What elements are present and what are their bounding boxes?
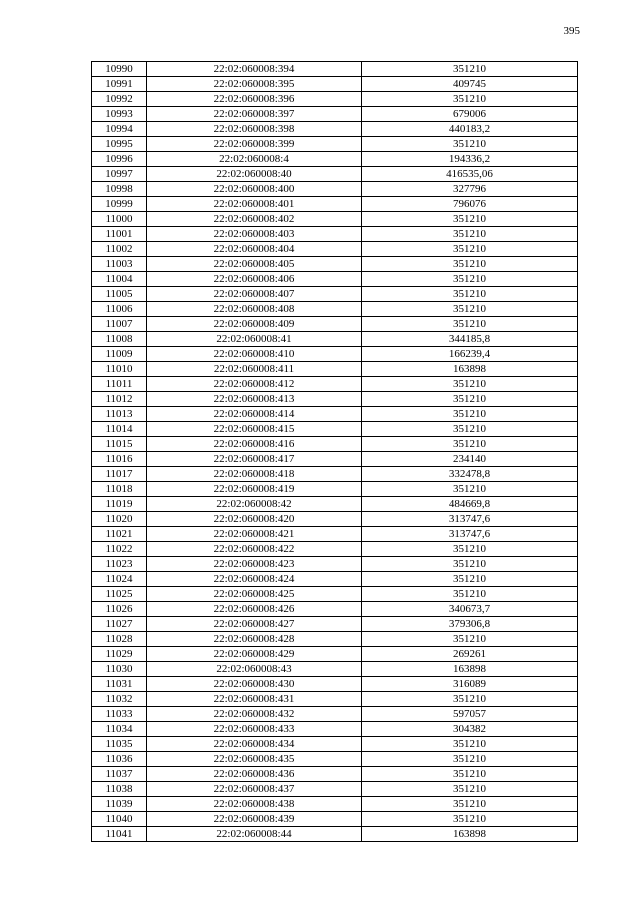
cadastral-number-cell: 22:02:060008:44	[147, 827, 362, 842]
table-row	[92, 572, 578, 587]
table-row	[92, 527, 578, 542]
table-row	[92, 287, 578, 302]
cadastral-number-cell: 22:02:060008:431	[147, 692, 362, 707]
value-cell: 679006	[362, 107, 578, 122]
value-cell: 351210	[362, 782, 578, 797]
value-cell: 351210	[362, 317, 578, 332]
table-body	[92, 62, 578, 842]
table-row	[92, 482, 578, 497]
row-number-cell: 11039	[92, 797, 147, 812]
table-row	[92, 437, 578, 452]
table-row	[92, 632, 578, 647]
cadastral-number-cell: 22:02:060008:426	[147, 602, 362, 617]
table-row	[92, 407, 578, 422]
cadastral-number-cell: 22:02:060008:400	[147, 182, 362, 197]
value-cell: 351210	[362, 812, 578, 827]
value-cell: 351210	[362, 557, 578, 572]
table-row	[92, 737, 578, 752]
row-number-cell: 10993	[92, 107, 147, 122]
table-row	[92, 182, 578, 197]
row-number-cell: 10997	[92, 167, 147, 182]
table-row	[92, 497, 578, 512]
row-number-cell: 11013	[92, 407, 147, 422]
table-row	[92, 797, 578, 812]
value-cell: 166239,4	[362, 347, 578, 362]
cadastral-number-cell: 22:02:060008:401	[147, 197, 362, 212]
cadastral-number-cell: 22:02:060008:422	[147, 542, 362, 557]
cadastral-number-cell: 22:02:060008:411	[147, 362, 362, 377]
cadastral-number-cell: 22:02:060008:430	[147, 677, 362, 692]
cadastral-number-cell: 22:02:060008:4	[147, 152, 362, 167]
row-number-cell: 11016	[92, 452, 147, 467]
value-cell: 327796	[362, 182, 578, 197]
table-row	[92, 617, 578, 632]
row-number-cell: 11014	[92, 422, 147, 437]
value-cell: 269261	[362, 647, 578, 662]
row-number-cell: 11040	[92, 812, 147, 827]
value-cell: 351210	[362, 692, 578, 707]
value-cell: 316089	[362, 677, 578, 692]
page-number: 395	[563, 25, 580, 37]
table-row	[92, 452, 578, 467]
cadastral-number-cell: 22:02:060008:423	[147, 557, 362, 572]
table-row	[92, 557, 578, 572]
row-number-cell: 11037	[92, 767, 147, 782]
row-number-cell: 11009	[92, 347, 147, 362]
value-cell: 234140	[362, 452, 578, 467]
row-number-cell: 11012	[92, 392, 147, 407]
value-cell: 351210	[362, 797, 578, 812]
value-cell: 351210	[362, 242, 578, 257]
row-number-cell: 11038	[92, 782, 147, 797]
value-cell: 304382	[362, 722, 578, 737]
value-cell: 351210	[362, 587, 578, 602]
cadastral-number-cell: 22:02:060008:41	[147, 332, 362, 347]
row-number-cell: 11010	[92, 362, 147, 377]
table-row	[92, 137, 578, 152]
row-number-cell: 11028	[92, 632, 147, 647]
row-number-cell: 11020	[92, 512, 147, 527]
table-row	[92, 677, 578, 692]
table-row	[92, 242, 578, 257]
value-cell: 351210	[362, 737, 578, 752]
cadastral-number-cell: 22:02:060008:427	[147, 617, 362, 632]
table-row	[92, 77, 578, 92]
value-cell: 340673,7	[362, 602, 578, 617]
cadastral-number-cell: 22:02:060008:42	[147, 497, 362, 512]
row-number-cell: 11004	[92, 272, 147, 287]
table-row	[92, 377, 578, 392]
value-cell: 313747,6	[362, 527, 578, 542]
cadastral-number-cell: 22:02:060008:399	[147, 137, 362, 152]
row-number-cell: 11005	[92, 287, 147, 302]
value-cell: 351210	[362, 257, 578, 272]
table-row	[92, 272, 578, 287]
table-row	[92, 62, 578, 77]
value-cell: 194336,2	[362, 152, 578, 167]
table-row	[92, 722, 578, 737]
row-number-cell: 11031	[92, 677, 147, 692]
table-row	[92, 512, 578, 527]
value-cell: 351210	[362, 767, 578, 782]
value-cell: 351210	[362, 302, 578, 317]
table-row	[92, 602, 578, 617]
row-number-cell: 11024	[92, 572, 147, 587]
cadastral-number-cell: 22:02:060008:433	[147, 722, 362, 737]
table-row	[92, 812, 578, 827]
row-number-cell: 11029	[92, 647, 147, 662]
value-cell: 351210	[362, 287, 578, 302]
cadastral-number-cell: 22:02:060008:394	[147, 62, 362, 77]
value-cell: 351210	[362, 437, 578, 452]
cadastral-number-cell: 22:02:060008:437	[147, 782, 362, 797]
row-number-cell: 11007	[92, 317, 147, 332]
row-number-cell: 11036	[92, 752, 147, 767]
table-row	[92, 752, 578, 767]
table-row	[92, 647, 578, 662]
row-number-cell: 11006	[92, 302, 147, 317]
table-row	[92, 197, 578, 212]
cadastral-number-cell: 22:02:060008:436	[147, 767, 362, 782]
table-row	[92, 467, 578, 482]
value-cell: 796076	[362, 197, 578, 212]
value-cell: 416535,06	[362, 167, 578, 182]
table-row	[92, 362, 578, 377]
table-row	[92, 122, 578, 137]
cadastral-number-cell: 22:02:060008:410	[147, 347, 362, 362]
table-row	[92, 107, 578, 122]
row-number-cell: 11030	[92, 662, 147, 677]
table-row	[92, 212, 578, 227]
row-number-cell: 11019	[92, 497, 147, 512]
value-cell: 351210	[362, 572, 578, 587]
row-number-cell: 11035	[92, 737, 147, 752]
value-cell: 351210	[362, 422, 578, 437]
table-row	[92, 302, 578, 317]
row-number-cell: 11022	[92, 542, 147, 557]
cadastral-number-cell: 22:02:060008:398	[147, 122, 362, 137]
cadastral-number-cell: 22:02:060008:43	[147, 662, 362, 677]
value-cell: 351210	[362, 482, 578, 497]
table-row	[92, 827, 578, 842]
value-cell: 440183,2	[362, 122, 578, 137]
cadastral-number-cell: 22:02:060008:432	[147, 707, 362, 722]
row-number-cell: 11011	[92, 377, 147, 392]
data-table	[91, 61, 578, 842]
row-number-cell: 11017	[92, 467, 147, 482]
cadastral-number-cell: 22:02:060008:409	[147, 317, 362, 332]
row-number-cell: 11034	[92, 722, 147, 737]
cadastral-number-cell: 22:02:060008:434	[147, 737, 362, 752]
cadastral-number-cell: 22:02:060008:408	[147, 302, 362, 317]
row-number-cell: 11015	[92, 437, 147, 452]
table-row	[92, 542, 578, 557]
value-cell: 163898	[362, 362, 578, 377]
value-cell: 351210	[362, 62, 578, 77]
value-cell: 351210	[362, 272, 578, 287]
cadastral-number-cell: 22:02:060008:438	[147, 797, 362, 812]
cadastral-number-cell: 22:02:060008:421	[147, 527, 362, 542]
value-cell: 344185,8	[362, 332, 578, 347]
cadastral-number-cell: 22:02:060008:428	[147, 632, 362, 647]
value-cell: 351210	[362, 392, 578, 407]
table-row	[92, 257, 578, 272]
row-number-cell: 11041	[92, 827, 147, 842]
row-number-cell: 11008	[92, 332, 147, 347]
table-row	[92, 332, 578, 347]
cadastral-number-cell: 22:02:060008:403	[147, 227, 362, 242]
row-number-cell: 10994	[92, 122, 147, 137]
table-row	[92, 317, 578, 332]
row-number-cell: 10996	[92, 152, 147, 167]
cadastral-number-cell: 22:02:060008:414	[147, 407, 362, 422]
cadastral-number-cell: 22:02:060008:404	[147, 242, 362, 257]
cadastral-number-cell: 22:02:060008:406	[147, 272, 362, 287]
value-cell: 351210	[362, 542, 578, 557]
cadastral-number-cell: 22:02:060008:405	[147, 257, 362, 272]
cadastral-number-cell: 22:02:060008:402	[147, 212, 362, 227]
cadastral-number-cell: 22:02:060008:397	[147, 107, 362, 122]
table-row	[92, 782, 578, 797]
row-number-cell: 11032	[92, 692, 147, 707]
value-cell: 163898	[362, 827, 578, 842]
table-row	[92, 707, 578, 722]
row-number-cell: 11025	[92, 587, 147, 602]
value-cell: 597057	[362, 707, 578, 722]
table-row	[92, 92, 578, 107]
cadastral-number-cell: 22:02:060008:425	[147, 587, 362, 602]
row-number-cell: 11003	[92, 257, 147, 272]
cadastral-number-cell: 22:02:060008:415	[147, 422, 362, 437]
row-number-cell: 11033	[92, 707, 147, 722]
cadastral-number-cell: 22:02:060008:429	[147, 647, 362, 662]
value-cell: 163898	[362, 662, 578, 677]
value-cell: 351210	[362, 407, 578, 422]
value-cell: 351210	[362, 227, 578, 242]
table-row	[92, 767, 578, 782]
row-number-cell: 11002	[92, 242, 147, 257]
value-cell: 351210	[362, 632, 578, 647]
table-row	[92, 392, 578, 407]
table-row	[92, 662, 578, 677]
value-cell: 351210	[362, 212, 578, 227]
table-row	[92, 347, 578, 362]
cadastral-number-cell: 22:02:060008:418	[147, 467, 362, 482]
cadastral-number-cell: 22:02:060008:417	[147, 452, 362, 467]
value-cell: 332478,8	[362, 467, 578, 482]
value-cell: 351210	[362, 137, 578, 152]
cadastral-number-cell: 22:02:060008:435	[147, 752, 362, 767]
value-cell: 351210	[362, 377, 578, 392]
table-row	[92, 587, 578, 602]
value-cell: 313747,6	[362, 512, 578, 527]
row-number-cell: 10990	[92, 62, 147, 77]
row-number-cell: 10992	[92, 92, 147, 107]
table-row	[92, 152, 578, 167]
table-row	[92, 167, 578, 182]
table-row	[92, 422, 578, 437]
table-row	[92, 692, 578, 707]
cadastral-number-cell: 22:02:060008:412	[147, 377, 362, 392]
cadastral-number-cell: 22:02:060008:416	[147, 437, 362, 452]
row-number-cell: 11026	[92, 602, 147, 617]
value-cell: 351210	[362, 92, 578, 107]
row-number-cell: 11018	[92, 482, 147, 497]
value-cell: 409745	[362, 77, 578, 92]
row-number-cell: 11021	[92, 527, 147, 542]
row-number-cell: 10991	[92, 77, 147, 92]
row-number-cell: 10995	[92, 137, 147, 152]
value-cell: 484669,8	[362, 497, 578, 512]
cadastral-number-cell: 22:02:060008:395	[147, 77, 362, 92]
row-number-cell: 11023	[92, 557, 147, 572]
row-number-cell: 11001	[92, 227, 147, 242]
row-number-cell: 10998	[92, 182, 147, 197]
row-number-cell: 11027	[92, 617, 147, 632]
value-cell: 379306,8	[362, 617, 578, 632]
cadastral-number-cell: 22:02:060008:439	[147, 812, 362, 827]
cadastral-number-cell: 22:02:060008:407	[147, 287, 362, 302]
table-row	[92, 227, 578, 242]
cadastral-number-cell: 22:02:060008:424	[147, 572, 362, 587]
cadastral-number-cell: 22:02:060008:396	[147, 92, 362, 107]
row-number-cell: 10999	[92, 197, 147, 212]
cadastral-number-cell: 22:02:060008:420	[147, 512, 362, 527]
cadastral-number-cell: 22:02:060008:413	[147, 392, 362, 407]
value-cell: 351210	[362, 752, 578, 767]
row-number-cell: 11000	[92, 212, 147, 227]
cadastral-number-cell: 22:02:060008:419	[147, 482, 362, 497]
cadastral-number-cell: 22:02:060008:40	[147, 167, 362, 182]
